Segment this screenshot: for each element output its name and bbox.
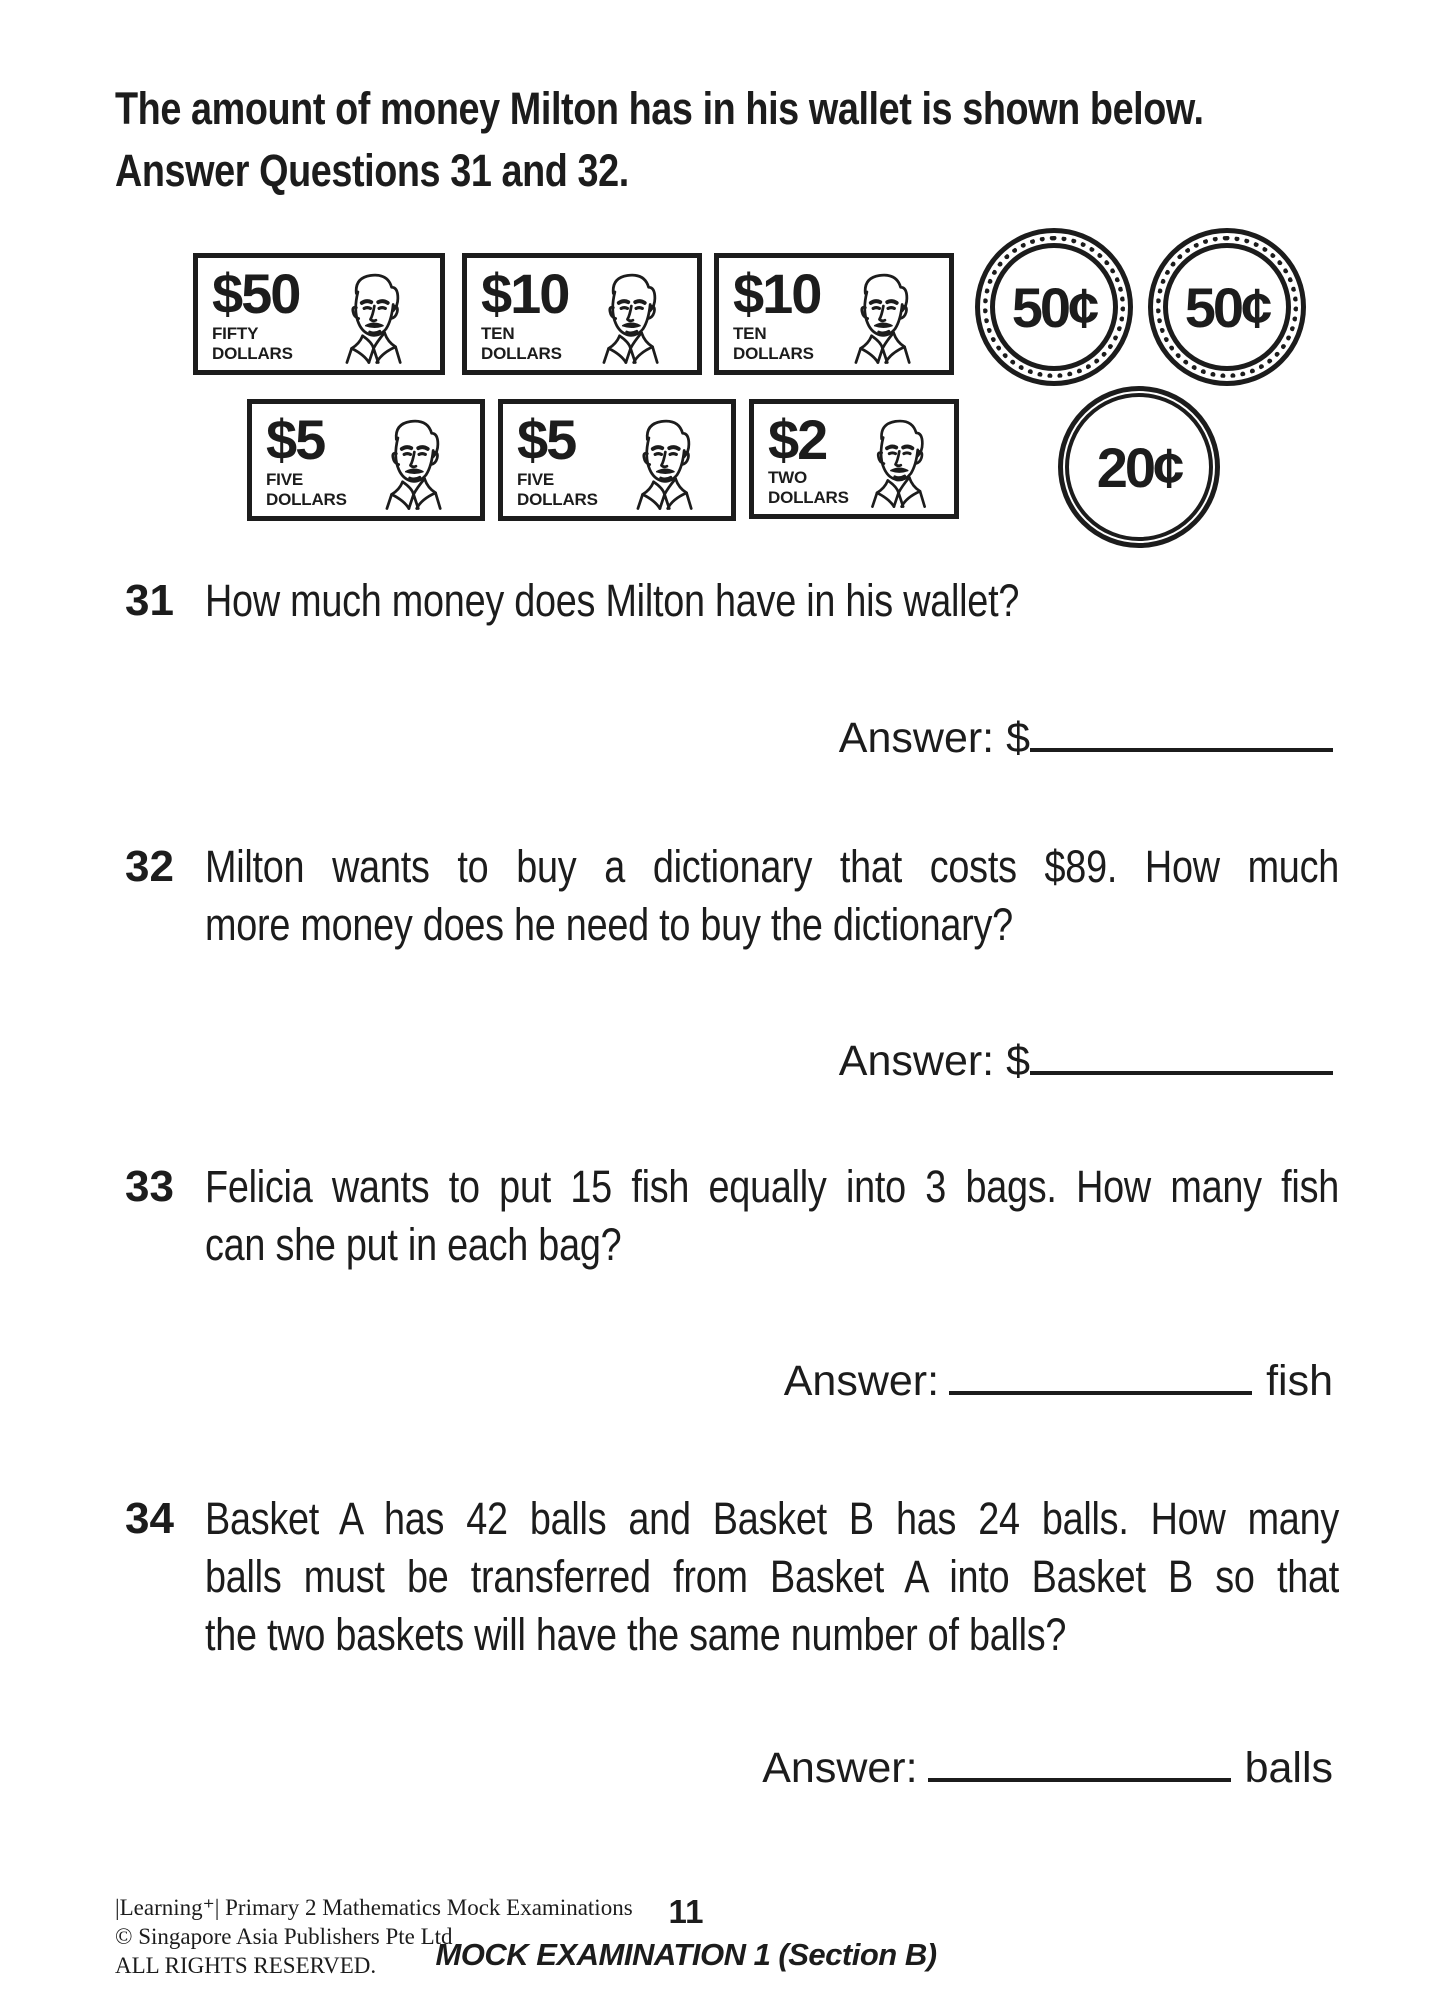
coin-core bbox=[990, 243, 1118, 371]
bill-5-dollars bbox=[247, 399, 485, 521]
bill-amount: $50 bbox=[212, 262, 300, 325]
question-31-text bbox=[205, 572, 1339, 630]
portrait-icon bbox=[316, 270, 428, 364]
coin-value: 20¢ bbox=[1096, 435, 1182, 499]
bill-amount: $5 bbox=[266, 408, 325, 471]
question-line: Basket A has 42 balls and Basket B has 24 balls. How many bbox=[205, 1493, 1339, 1544]
bill-word-2: DOLLARS bbox=[481, 344, 562, 363]
answer-unit: fish bbox=[1266, 1357, 1333, 1405]
coin-inner-ring bbox=[1065, 393, 1213, 541]
question-34-number: 34 bbox=[125, 1494, 174, 1543]
bill-word-1: FIVE bbox=[517, 470, 554, 489]
coin-dotted-ring bbox=[983, 236, 1125, 378]
bill-50-dollars bbox=[193, 253, 445, 375]
bill-word-1: TEN bbox=[733, 324, 767, 343]
question-31-number: 31 bbox=[125, 576, 174, 625]
answer-blank-31[interactable] bbox=[1030, 738, 1333, 752]
bill-word-2: DOLLARS bbox=[733, 344, 814, 363]
bill-amount: $10 bbox=[481, 262, 569, 325]
bill-10-dollars bbox=[714, 253, 954, 375]
coin-core bbox=[1163, 243, 1291, 371]
coin-dotted-ring bbox=[1156, 236, 1298, 378]
question-33-text bbox=[205, 1158, 1339, 1274]
page-number: 11 bbox=[668, 1893, 704, 1930]
question-line: Milton wants to buy a dictionary that costs $89. How much bbox=[205, 841, 1339, 892]
question-34-text bbox=[205, 1490, 1339, 1664]
coin-core bbox=[1071, 399, 1207, 535]
bill-word-1: TEN bbox=[481, 324, 515, 343]
answer-blank-33[interactable] bbox=[949, 1381, 1252, 1395]
question-line: the two baskets will have the same number of balls? bbox=[205, 1609, 1067, 1660]
bill-word-1: FIFTY bbox=[212, 324, 259, 343]
bill-2-dollars bbox=[749, 399, 959, 519]
coin-50-cents bbox=[975, 228, 1133, 386]
portrait-icon bbox=[356, 416, 468, 510]
question-line: Felicia wants to put 15 fish equally into 3 bags. How many fish bbox=[205, 1161, 1339, 1212]
answer-row-34 bbox=[762, 1742, 1333, 1794]
question-33-number: 33 bbox=[125, 1162, 174, 1211]
bill-amount: $5 bbox=[517, 408, 576, 471]
answer-label: Answer: $ bbox=[838, 1037, 1030, 1085]
answer-row-31 bbox=[839, 712, 1333, 764]
instructions-block bbox=[115, 78, 1204, 202]
answer-row-32 bbox=[839, 1035, 1333, 1087]
bill-word-1: TWO bbox=[768, 468, 808, 487]
question-line: more money does he need to buy the dictionary? bbox=[205, 899, 1013, 950]
question-line: How much money does Milton have in his wallet? bbox=[205, 575, 1020, 626]
portrait-icon bbox=[849, 416, 945, 508]
answer-label: Answer: bbox=[762, 1744, 918, 1792]
question-32-text bbox=[205, 838, 1339, 954]
answer-label: Answer: bbox=[783, 1357, 940, 1405]
question-line: can she put in each bag? bbox=[205, 1219, 622, 1270]
answer-label: Answer: $ bbox=[838, 714, 1030, 762]
bill-5-dollars bbox=[498, 399, 736, 521]
question-32-number: 32 bbox=[125, 842, 174, 891]
bill-word-2: DOLLARS bbox=[517, 490, 598, 509]
coin-value: 50¢ bbox=[1011, 275, 1097, 339]
portrait-icon bbox=[825, 270, 937, 364]
bill-amount: $10 bbox=[733, 262, 821, 325]
exam-section-title: MOCK EXAMINATION 1 (Section B) bbox=[435, 1937, 937, 1972]
instructions-line-2: Answer Questions 31 and 32. bbox=[115, 145, 629, 196]
portrait-icon bbox=[607, 416, 719, 510]
imprint-line-1: |Learning⁺| Primary 2 Mathematics Mock Examinations bbox=[115, 1895, 633, 1920]
portrait-icon bbox=[573, 270, 685, 364]
bill-amount: $2 bbox=[768, 408, 827, 471]
bill-word-1: FIVE bbox=[266, 470, 303, 489]
coin-value: 50¢ bbox=[1184, 275, 1270, 339]
imprint-line-2: © Singapore Asia Publishers Pte Ltd bbox=[115, 1924, 453, 1949]
bill-word-2: DOLLARS bbox=[212, 344, 293, 363]
bill-word-2: DOLLARS bbox=[266, 490, 347, 509]
footer-center bbox=[386, 1895, 986, 1973]
coin-50-cents bbox=[1148, 228, 1306, 386]
bill-10-dollars bbox=[462, 253, 702, 375]
answer-blank-32[interactable] bbox=[1030, 1061, 1333, 1075]
answer-blank-34[interactable] bbox=[928, 1768, 1231, 1782]
answer-unit: balls bbox=[1244, 1744, 1333, 1792]
imprint-line-3: ALL RIGHTS RESERVED. bbox=[115, 1953, 377, 1978]
question-line: balls must be transferred from Basket A into Basket B so that bbox=[205, 1551, 1339, 1602]
bill-word-2: DOLLARS bbox=[768, 488, 849, 507]
instructions-line-1: The amount of money Milton has in his wallet is shown below. bbox=[115, 83, 1204, 134]
answer-row-33 bbox=[784, 1355, 1333, 1407]
coin-20-cents bbox=[1058, 386, 1220, 548]
